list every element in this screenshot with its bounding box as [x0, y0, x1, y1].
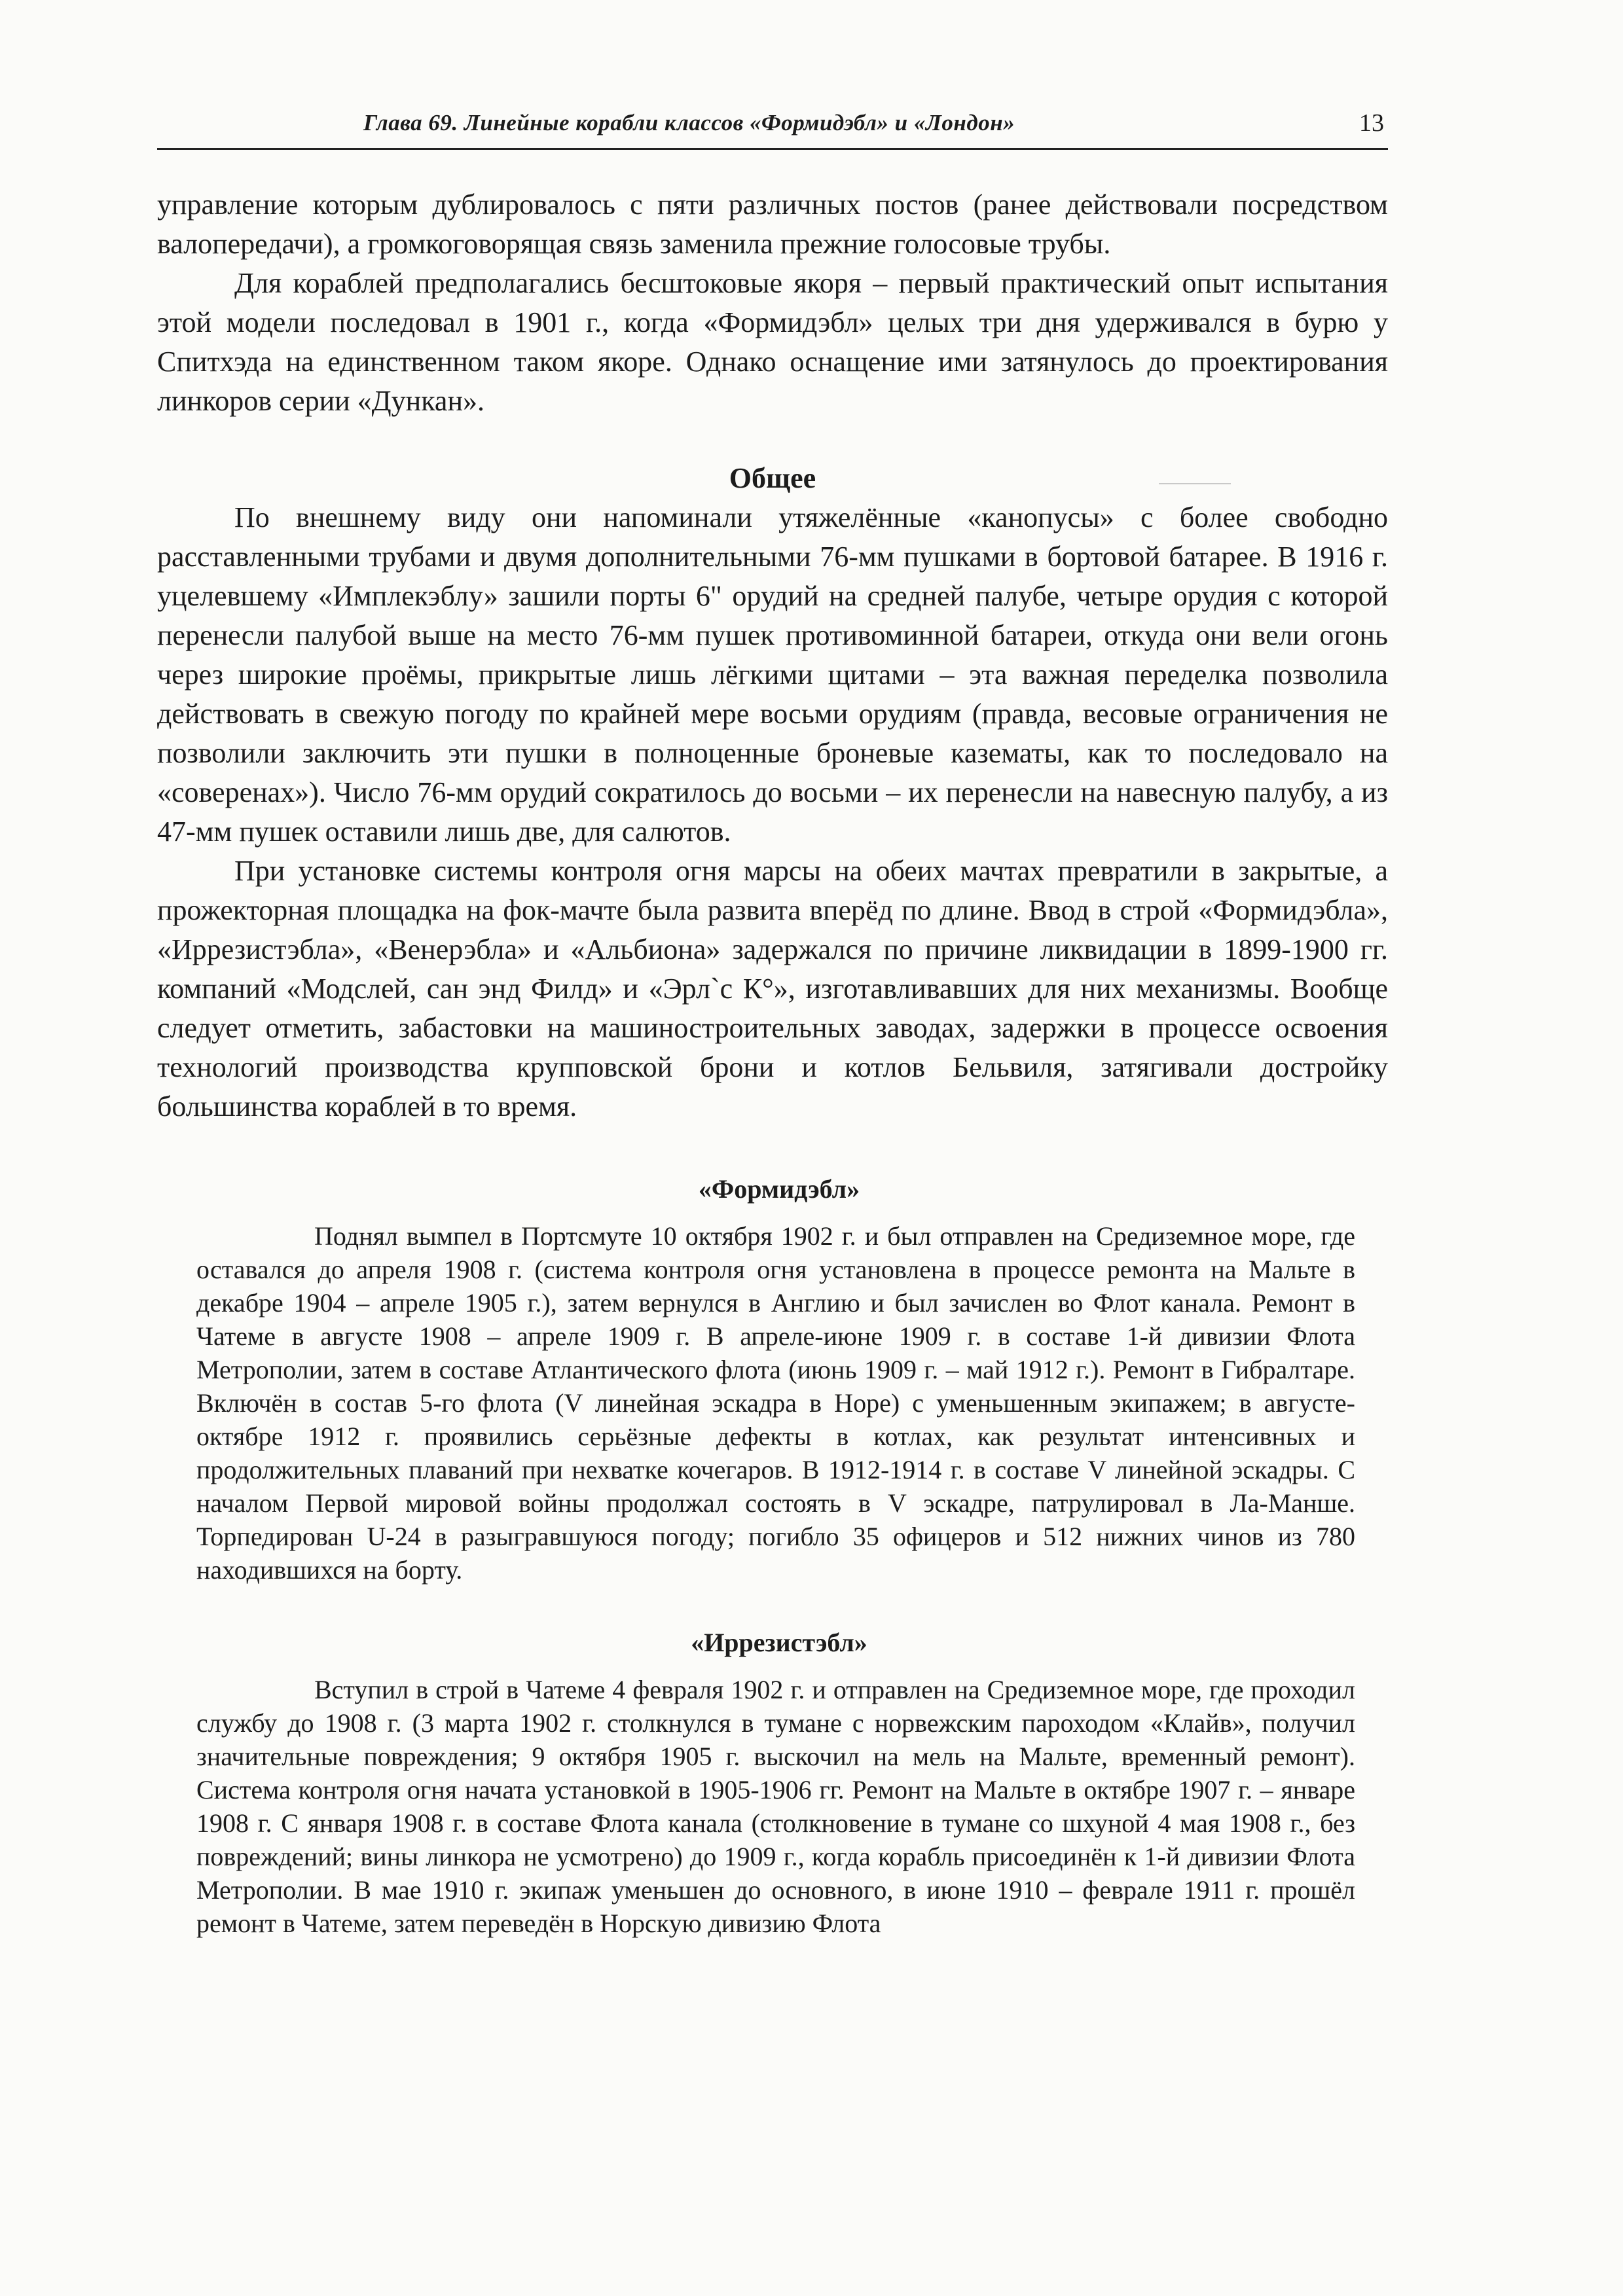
running-header — [157, 107, 1388, 150]
paragraph-anchors: Для кораблей предполагались бесштоковые якоря – первый практический опыт испытания этой модели последовал в 1901 г., когда «Формидэбл» целых три дня удерживался в бурю у Спитхэда на единственном таком якоре. Однако оснащение ими затянулось до проектирования линкоров серии «Дункан». — [157, 267, 1388, 417]
section-heading-general: Общее — [729, 462, 816, 494]
paragraph-fire-control: При установке системы контроля огня марсы на обеих мачтах превратили в закрытые, а прожекторная площадка на фок-мачте была развита вперёд по длине. Ввод в строй «Формидэбла», «Иррезистэбла», «Венерэбла» и «Альбиона» задержался по причине ликвидации в 1899-1900 гг. компаний «Модслей, сан энд Филд» и «Эрл`с К°», изготавливавших для них механизмы. Вообще следует отметить, забастовки на машиностроительных заводах, задержки в процессе освоения технологий производства крупповской брони и котлов Бельвиля, затягивали достройку большинства кораблей в то время. — [157, 855, 1388, 1122]
ship-history-formidable: Поднял вымпел в Портсмуте 10 октября 1902 г. и был отправлен на Средиземное море, где оставался до апреля 1908 г. (система контроля огня установлена в процессе ремонта на Мальте в декабре 1904 – апреле 1905 г.), затем вернулся в Англию и был зачислен во Флот канала. Ремонт в Чатеме в августе 1908 – апреле 1909 г. В апреле-июне 1909 г. в составе 1-й дивизии Флота Метрополии, затем в составе Атлантического флота (июнь 1909 г. – май 1912 г.). Ремонт в Гибралтаре. Включён в состав 5-го флота (V линейная эскадра в Норе) с уменьшенным экипажем; в августе-октябре 1912 г. проявились серьёзные дефекты в котлах, как результат интенсивных и продолжительных плаваний при нехватке кочегаров. В 1912-1914 г. в составе V линейной эскадры. С началом Первой мировой войны продолжал состоять в V эскадре, патрулировал в Ла-Манше. Торпедирован U-24 в разыгравшуюся погоду; погибло 35 офицеров и 512 нижних чинов из 780 находившихся на борту. — [196, 1221, 1355, 1585]
chapter-title: Глава 69. Линейные корабли классов «Формидэбл» и «Лондон» — [363, 110, 1015, 135]
page-content — [157, 185, 1388, 1940]
paragraph-continuation: управление которым дублировалось с пяти различных постов (ранее действовали посредством валопередачи), а громкоговорящая связь заменила прежние голосовые трубы. — [157, 188, 1388, 260]
paragraph-appearance: По внешнему виду они напоминали утяжелённые «канопусы» с более свободно расставленными трубами и двумя дополнительными 76-мм пушками в бортовой батарее. В 1916 г. уцелевшему «Имплекэблу» зашили порты 6" орудий на средней палубе, четыре орудия с которой перенесли палубой выше на место 76-мм пушек противоминной батареи, откуда они вели огонь через широкие проёмы, прикрытые лишь лёгкими щитами – эта важная переделка позволила действовать в свежую погоду по крайней мере восьми орудиям (правда, весовые ограничения не позволили заключить эти пушки в полноценные броневые казематы, как то последовало на «соверенах»). Число 76-мм орудий сократилось до восьми – их перенесли на навесную палубу, а из 47-мм пушек оставили лишь две, для салютов. — [157, 501, 1388, 848]
ship-history-irresistible: Вступил в строй в Чатеме 4 февраля 1902 г. и отправлен на Средиземное море, где проходил службу до 1908 г. (3 марта 1902 г. столкнулся в тумане с норвежским пароходом «Клайв», получил значительные повреждения; 9 октября 1905 г. выскочил на мель на Мальте, временный ремонт). Система контроля огня начата установкой в 1905-1906 гг. Ремонт на Мальте в октябре 1907 г. – январе 1908 г. С января 1908 г. в составе Флота канала (столкновение в тумане со шхуной 4 мая 1908 г., без повреждений; вины линкора не усмотрено) до 1909 г., когда корабль присоединён к 1-й дивизии Флота Метрополии. В мае 1910 г. экипаж уменьшен до основного, в июне 1910 – феврале 1911 г. прошёл ремонт в Чатеме, затем переведён в Норскую дивизию Флота — [196, 1675, 1355, 1938]
page-number: 13 — [1359, 109, 1384, 137]
ship-heading-formidable: «Формидэбл» — [698, 1174, 860, 1204]
ship-heading-irresistible: «Иррезистэбл» — [691, 1628, 867, 1657]
